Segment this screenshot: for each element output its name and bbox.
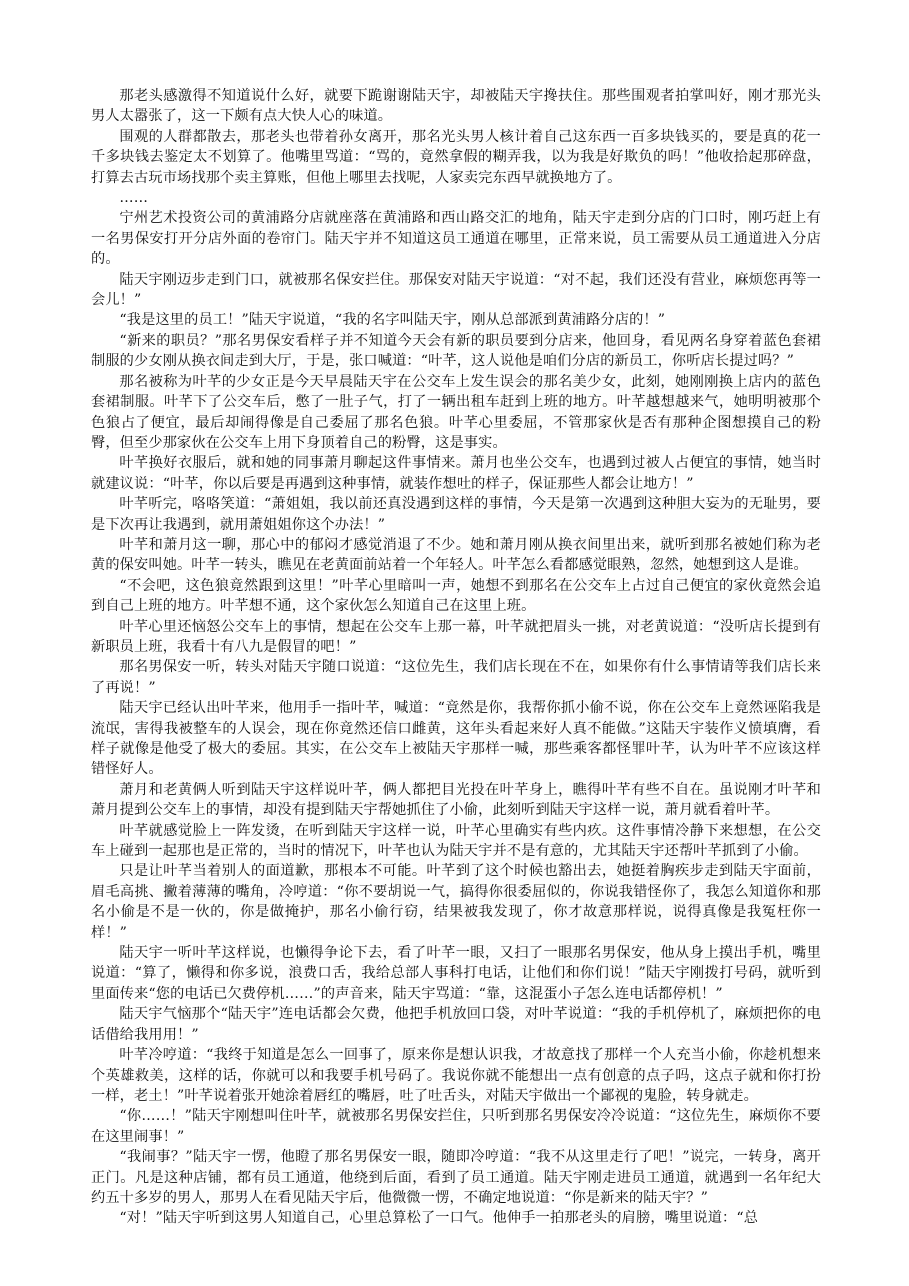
paragraph: 陆天宇已经认出叶芊来，他用手一指叶芊，喊道：“竟然是你，我帮你抓小偷不说，你在公交车上竟然诬陷我是流氓，害得我被整车的人误会，现在你竟然还信口雌黄，这年头看起来好人真不能做。”这陆天宇装作义愤填膺，看样子就像是他受了极大的委屈。其实，在公交车上被陆天宇那样一喊，那些乘客都怪罪叶芊，认为叶芊不应该这样错怪好人。 — [91, 700, 821, 778]
paragraph: “我闹事？”陆天宇一愣，他瞪了那名男保安一眼，随即冷哼道：“我不从这里走行了吧！”说完，一转身，离开正门。凡是这种店铺，都有员工通道，他绕到后面，看到了员工通道。陆天宇刚走进员工通道，就遇到一名年纪大约五十多岁的男人，那男人在看见陆天宇后，他微微一愣，不确定地说道：“你是新来的陆天宇？” — [91, 1149, 821, 1206]
paragraph: 叶芊就感觉脸上一阵发烫，在听到陆天宇这样一说，叶芊心里确实有些内疚。这件事情冷静下来想想，在公交车上碰到一起那也是正常的，当时的情况下，叶芊也认为陆天宇并不是有意的，尤其陆天宇还帮叶芊抓到了小偷。 — [91, 822, 821, 860]
paragraph: 叶芊换好衣服后，就和她的同事萧月聊起这件事情来。萧月也坐公交车，也遇到过被人占便宜的事情，她当时就建议说：“叶芊，你以后要是再遇到这种事情，就装作想吐的样子，保证那些人都会让地方！” — [91, 455, 821, 492]
paragraph: “我是这里的员工！”陆天宇说道，“我的名字叫陆天宇，刚从总部派到黄浦路分店的！” — [119, 312, 666, 329]
paragraph: 陆天宇刚迈步走到门口，就被那名保安拦住。那保安对陆天宇说道：“对不起，我们还没有营业，麻烦您再等一会儿！” — [91, 271, 821, 309]
paragraph: 围观的人群都散去，那老头也带着孙女离开，那名光头男人核计着自己这东西一百多块钱买的，要是真的花一千多块钱去鉴定太不划算了。他嘴里骂道：“骂的，竟然拿假的糊弄我，以为我是好欺负的吗！”他收拾起那碎盘，打算去古玩市场找那个卖主算账，但他上哪里去找呢，人家卖完东西早就换地方了。 — [91, 128, 821, 186]
paragraph: 叶芊听完，咯咯笑道：“萧姐姐，我以前还真没遇到这样的事情，今天是第一次遇到这种胆大妄为的无耻男，要是下次再让我遇到，就用萧姐姐你这个办法！” — [91, 496, 821, 533]
paragraph: 宁州艺术投资公司的黄浦路分店就座落在黄浦路和西山路交汇的地角，陆天宇走到分店的门口时，刚巧赶上有一名男保安打开分店外面的卷帘门。陆天宇并不知道这员工通道在哪里，正常来说，员工需要从员工通道进入分店的。 — [91, 210, 821, 268]
document-page — [91, 86, 821, 1229]
paragraph: 陆天宇一听叶芊这样说，也懒得争论下去，看了叶芊一眼，又扫了一眼那名男保安，他从身上摸出手机，嘴里说道：“算了，懒得和你多说，浪费口舌，我给总部人事科打电话，让他们和你们说！”陆天宇刚拨打号码，就听到里面传来“您的电话已欠费停机……”的声音来，陆天宇骂道：“靠，这混蛋小子怎么连电话都停机！” — [91, 945, 821, 1002]
paragraph: “你……！”陆天宇刚想叫住叶芊，就被那名男保安拦住，只听到那名男保安冷冷说道：“这位先生，麻烦你不要在这里闹事！” — [91, 1108, 821, 1145]
paragraph: “不会吧，这色狼竟然跟到这里！”叶芊心里暗叫一声，她想不到那名在公交车上占过自己便宜的家伙竟然会追到自己上班的地方。叶芊想不通，这个家伙怎么知道自己在这里上班。 — [91, 577, 821, 615]
paragraph: “对！”陆天宇听到这男人知道自己，心里总算松了一口气。他伸手一拍那老头的肩膀，嘴里说道：“总 — [119, 1210, 759, 1227]
paragraph: 陆天宇气恼那个“陆天宇”连电话都会欠费，他把手机放回口袋，对叶芊说道：“我的手机停机了，麻烦把你的电话借给我用用！” — [91, 1006, 821, 1043]
paragraph: 那老头感激得不知道说什么好，就要下跪谢谢陆天宇，却被陆天宇搀扶住。那些围观者拍掌叫好，刚才那光头男人太嚣张了，这一下颇有点大快人心的味道。 — [91, 88, 821, 125]
paragraph: “新来的职员？”那名男保安看样子并不知道今天会有新的职员要到分店来，他回身，看见两名身穿着蓝色套裙制服的少女刚从换衣间走到大厅，于是，张口喊道：“叶芊，这人说他是咱们分店的新员工，你听店长提过吗？” — [91, 332, 821, 370]
paragraph: 叶芊冷哼道：“我终于知道是怎么一回事了，原来你是想认识我，才故意找了那样一个人充当小偷，你趁机想来个英雄救美，这样的话，你就可以和我要手机号码了。我说你就不能想出一点有创意的点子吗，这点子就和你打扮一样，老土！”叶芊说着张开她涂着唇红的嘴唇，吐了吐舌头，对陆天宇做出一个鄙视的鬼脸，转身就走。 — [91, 1047, 821, 1104]
paragraph: 萧月和老黄俩人听到陆天宇这样说叶芊，俩人都把目光投在叶芊身上，瞧得叶芊有些不自在。虽说刚才叶芊和萧月提到公交车上的事情，却没有提到陆天宇帮她抓住了小偷，此刻听到陆天宇这样一说，萧月就看着叶芊。 — [91, 781, 821, 819]
paragraph: 那名男保安一听，转头对陆天宇随口说道：“这位先生，我们店长现在不在，如果你有什么事情请等我们店长来了再说！” — [91, 659, 821, 696]
paragraph: 叶芊心里还恼怒公交车上的事情，想起在公交车上那一幕，叶芊就把眉头一挑，对老黄说道：“没听店长提到有新职员上班，我看十有八九是假冒的吧！” — [91, 618, 821, 655]
paragraph: 只是让叶芊当着别人的面道歉，那根本不可能。叶芊到了这个时候也豁出去，她挺着胸疾步走到陆天宇面前，眉毛高挑、撇着薄薄的嘴角，冷哼道：“你不要胡说一气，搞得你很委屈似的，你说我错怪你了，我怎么知道你和那名小偷是不是一伙的，你是做掩护，那名小偷行窃，结果被我发现了，你才故意那样说，说得真像是我冤枉你一样！” — [91, 863, 821, 941]
paragraph: 那名被称为叶芊的少女正是今天早晨陆天宇在公交车上发生误会的那名美少女，此刻，她刚刚换上店内的蓝色套裙制服。叶芊下了公交车后，憋了一肚子气，打了一辆出租车赶到上班的地方。叶芊越想越来气，她明明被那个色狼占了便宜，最后却闹得像是自己委屈了那名色狼。叶芊心里委屈，不管那家伙是否有那种企图想摸自己的粉臀，但至少那家伙在公交车上用下身顶着自己的粉臀，这是事实。 — [91, 373, 821, 451]
ellipsis-separator: …… — [119, 190, 149, 207]
paragraph: 叶芊和萧月这一聊，那心中的郁闷才感觉消退了不少。她和萧月刚从换衣间里出来，就听到那名被她们称为老黄的保安叫她。叶芊一转头，瞧见在老黄面前站着一个年轻人。叶芊怎么看都感觉眼熟，忽然，她想到这人是谁。 — [91, 536, 821, 574]
